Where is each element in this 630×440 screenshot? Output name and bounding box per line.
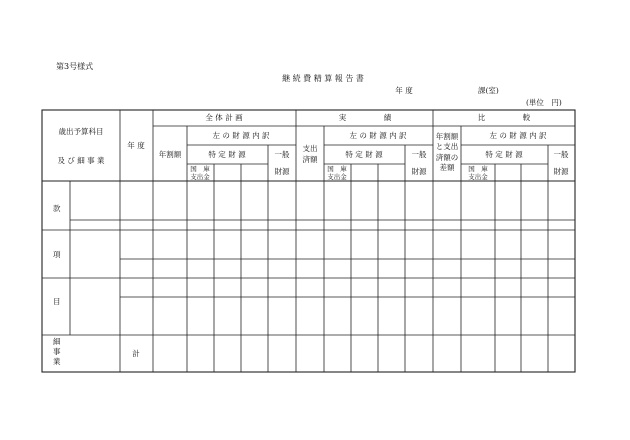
specific-heading-plan: 特 定 財 源 xyxy=(208,150,246,159)
expended-heading-2: 済額 xyxy=(302,155,318,164)
row-label-moku: 目 xyxy=(53,297,61,306)
difference-heading-2: と支出 xyxy=(435,142,459,151)
row-label-gyo: 業 xyxy=(53,357,61,366)
specific-heading-compare: 特 定 財 源 xyxy=(485,150,523,159)
specific-heading-actual: 特 定 財 源 xyxy=(345,150,383,159)
total-label: 計 xyxy=(132,349,140,358)
unit-label: (単位 円) xyxy=(526,98,562,107)
form-number: 第3号様式 xyxy=(56,62,94,71)
form-title: 継 続 費 精 算 報 告 書 xyxy=(282,74,364,83)
general-heading-actual-2: 財源 xyxy=(411,167,427,176)
difference-heading-4: 差額 xyxy=(439,163,455,172)
subsidy-heading-actual: 国 庫 xyxy=(327,165,347,173)
row-label-ji: 事 xyxy=(53,347,61,356)
general-heading-compare: 一般 xyxy=(553,150,569,159)
year-column-heading: 年 度 xyxy=(127,141,145,150)
subsidy-heading-compare-2: 支出金 xyxy=(468,173,488,181)
subsidy-heading-plan-2: 支出金 xyxy=(190,173,210,181)
actual-heading: 実 績 xyxy=(338,113,392,122)
budget-subject-heading: 歳出予算科目 xyxy=(58,127,104,136)
annual-amount-heading: 年割額 xyxy=(158,150,182,159)
overall-plan-heading: 全 体 計 画 xyxy=(205,113,243,122)
budget-subject-heading-2: 及 び 細 事 業 xyxy=(57,156,105,165)
subsidy-heading-plan: 国 庫 xyxy=(190,165,210,173)
difference-heading-3: 済額の xyxy=(435,153,459,162)
fiscal-year-label: 年 度 xyxy=(395,86,413,95)
row-label-sai: 細 xyxy=(53,337,61,346)
general-heading-plan-2: 財源 xyxy=(274,167,290,176)
breakdown-heading-compare: 左 の 財 源 内 訳 xyxy=(489,131,547,140)
breakdown-heading-actual: 左 の 財 源 内 訳 xyxy=(349,131,407,140)
row-label-kan: 款 xyxy=(53,204,61,213)
general-heading-actual: 一般 xyxy=(411,150,427,159)
department-label: 課(室) xyxy=(478,86,499,95)
breakdown-heading-plan: 左 の 財 源 内 訳 xyxy=(212,131,270,140)
subsidy-heading-actual-2: 支出金 xyxy=(327,173,347,181)
expended-heading: 支出 xyxy=(302,144,318,153)
general-heading-compare-2: 財源 xyxy=(553,167,569,176)
general-heading-plan: 一般 xyxy=(274,150,290,159)
difference-heading: 年割額 xyxy=(435,132,459,141)
comparison-heading: 比 較 xyxy=(477,113,531,122)
row-label-kou: 項 xyxy=(53,250,61,259)
subsidy-heading-compare: 国 庫 xyxy=(468,165,488,173)
